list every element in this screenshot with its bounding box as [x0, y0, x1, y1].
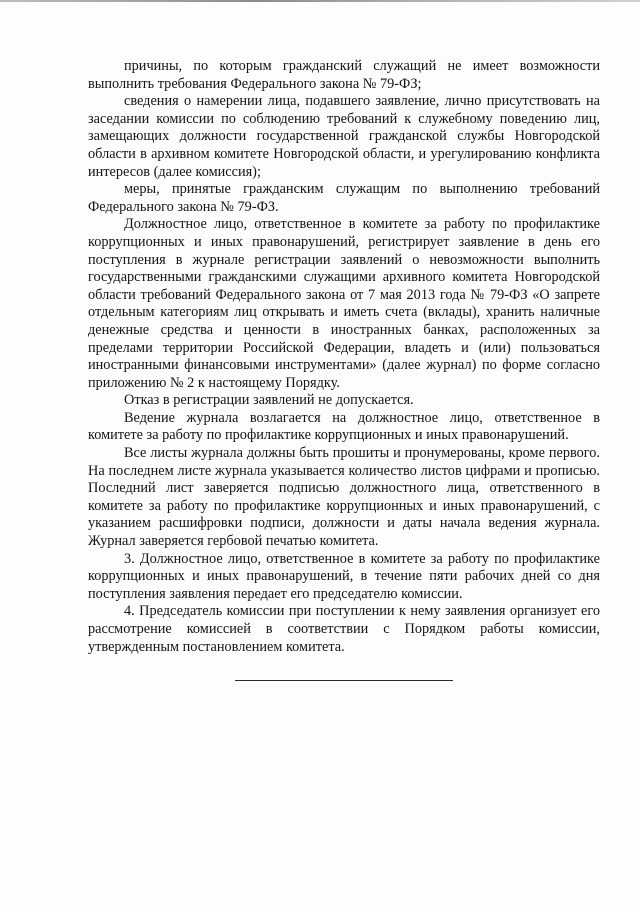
scan-top-edge — [0, 0, 640, 2]
paragraph-item-4: 4. Председатель комиссии при поступлении к нему заявления организует его рассмотрение комиссией в соответствии с Порядком работы комиссии, утвержденным постановлением комитета. — [88, 603, 600, 655]
paragraph-registration: Должностное лицо, ответственное в комитете за работу по профилактике коррупционных и иных правонарушений, регистрирует заявление в день его поступления в журнале регистрации заявлений о невозможности выполнить государственными гражданскими служащими архивного комитета Новгородской области требований Федерального закона от 7 мая 2013 года № 79-ФЗ «О запрете отдельным категориям лиц открывать и иметь счета (вклады), хранить наличные денежные средства и ценности в иностранных банках, расположенных за пределами территории Российской Федерации, владеть и (или) пользоваться иностранными финансовыми инструментами» (далее журнал) по форме согласно приложению № 2 к настоящему Порядку. — [88, 216, 600, 391]
paragraph-no-refusal: Отказ в регистрации заявлений не допускается. — [124, 392, 414, 409]
end-separator-line — [235, 680, 453, 681]
document-body — [88, 58, 600, 656]
paragraph-item-3: 3. Должностное лицо, ответственное в комитете за работу по профилактике коррупционных и иных правонарушений, в течение пяти рабочих дней со дня поступления заявления передает его председателю комиссии. — [88, 550, 600, 602]
paragraph-reasons: причины, по которым гражданский служащий не имеет возможности выполнить требования Федерального закона № 79-ФЗ; — [88, 58, 600, 92]
paragraph-measures-taken: меры, принятые гражданским служащим по выполнению требований Федерального закона № 79-ФЗ. — [88, 181, 600, 215]
paragraph-journal-sheets: Все листы журнала должны быть прошиты и пронумерованы, кроме первого. На последнем листе журнала указывается количество листов цифрами и прописью. Последний лист заверяется подписью должностного лица, ответственного в комитете за работу по профилактике коррупционных и иных правонарушений, с указанием расшифровки подписи, должности и даты начала ведения журнала. Журнал заверяется гербовой печатью комитета. — [88, 445, 600, 550]
paragraph-intent-to-attend: сведения о намерении лица, подавшего заявление, лично присутствовать на заседании комиссии по соблюдению требований к служебному поведению лиц, замещающих должности государственной гражданской службы Новгородской области в архивном комитете Новгородской области, и урегулированию конфликта интересов (далее комиссия); — [88, 93, 600, 180]
paragraph-journal-keeping: Ведение журнала возлагается на должностное лицо, ответственное в комитете за работу по профилактике коррупционных и иных правонарушений. — [88, 409, 600, 444]
